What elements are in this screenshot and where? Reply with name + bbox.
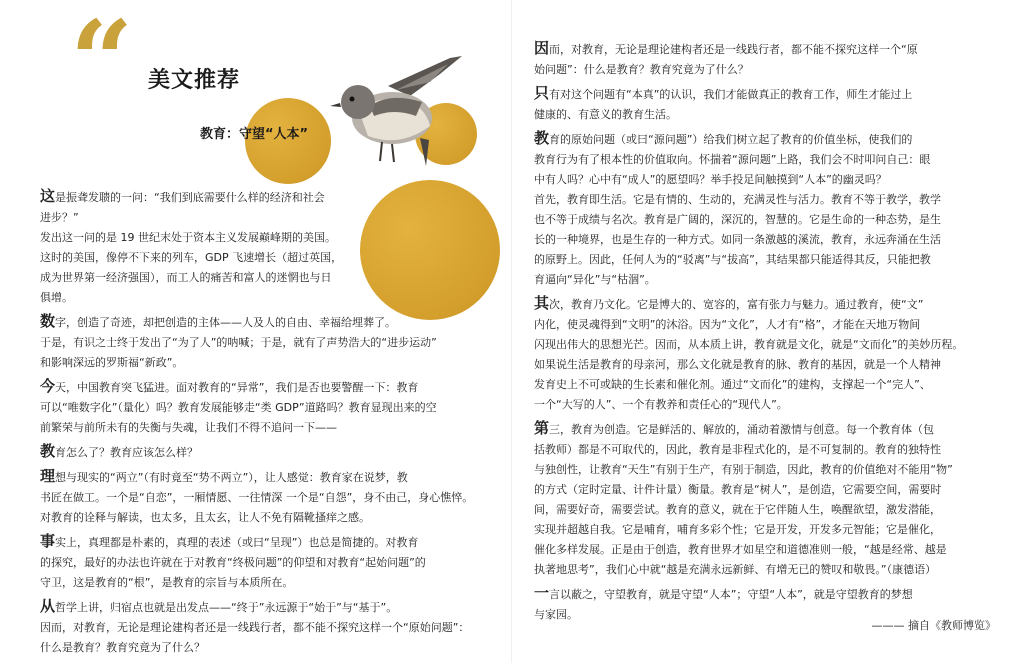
paragraph-text: 字，创造了奇迹，却把创造的主体——人及人的自由、幸福给埋葬了。 于是，有识之士终于发出了“为了人”的呐喊；于是，就有了声势浩大的“进步运动” 和影响深远的罗斯福“新政”。 xyxy=(40,316,437,369)
paragraph-text: 哲学上讲，归宿点也就是出发点——“终于”永远源于“始于”与“基于”。 因而，对教育，无论是理论建构者还是一线践行者，都不能不探究这样一个“原始问题”： 什么是教育？教育究竟为了什么？ xyxy=(40,601,470,654)
drop-cap: 教 xyxy=(40,442,56,460)
left-text-column xyxy=(40,186,502,658)
page-title: 美文推荐 xyxy=(148,68,241,93)
paragraph xyxy=(534,83,1004,125)
paragraph-text: 有对这个问题有“本真”的认识，我们才能做真正的教育工作，师生才能过上 健康的、有意义的教育生活。 xyxy=(534,88,913,121)
drop-cap: 其 xyxy=(534,294,550,312)
drop-cap: 这 xyxy=(40,187,56,205)
paragraph xyxy=(534,38,1004,80)
paragraph xyxy=(40,596,502,658)
right-text-column xyxy=(534,38,1004,625)
drop-cap: 今 xyxy=(40,377,56,395)
paragraph-text: 言以蔽之，守望教育，就是守望“人本”；守望“人本”，就是守望教育的梦想 与家园。 xyxy=(534,588,913,621)
drop-cap: 一 xyxy=(534,584,550,602)
paragraph-text: 三，教育为创造。它是鲜活的、解放的，涌动着激情与创意。每一个教育体（包 括教师）都是不可取代的，因此，教育是非程式化的，是不可复制的。教育的独特性 与独创性，让教育“天生”有别于生产，有别于制造，因此，教育的价值绝对不能用“物” 的方式（定时定量、计件计量）衡量。教育是“树人”，是创造，它需要空间，需要时 间，需要好奇，需要尝试。教育的意义，就在于它伴随人生，唤醒欲望，激发潜能， 实现并超越自我。它是哺育，哺育多彩个性；它是开发，开发多元智能；它是催化， 催化多样发展。正是由于创造，教育世界才如星空和道德准则一般，“越是经常、越是 执著地思考”，我们心中就“越是充满永远新鲜、有增无已的赞叹和敬畏。”（康德语） xyxy=(534,423,953,576)
quote-mark-icon: “ xyxy=(70,0,120,125)
paragraph-text: 育的原始问题（或曰“源问题”）给我们树立起了教育的价值坐标，使我们的 教育行为有了根本性的价值取向。怀揣着“源问题”上路，我们会不时叩问自己：眼 中有人吗？心中有“成人”的愿望吗？举手投足间触摸到“人本”的幽灵吗？ 首先，教育即生活。它是有情的、生动的，充满灵性与活力。教育不等于教学，教学 也不等于成绩与名次。教育是广阔的，深沉的，智慧的。它是生命的一种态势，是生 长的一种境界，也是生存的一种方式。如同一条激越的溪流，教育，永远奔涌在生活 的原野上。因此，任何人为的“驳离”与“拔高”，其结果都只能适得其反，只能把教 育逼向“异化”与“枯涸”。 xyxy=(534,133,941,286)
paragraph xyxy=(534,418,1004,580)
paragraph xyxy=(40,186,502,308)
paragraph-text: 天，中国教育突飞猛进。面对教育的“异常”，我们是否也要警醒一下：教育 可以“唯数字化”（量化）吗？教育发展能够走“类 GDP”道路吗？教育显现出来的空 前繁荣与前所未有的失衡与失魂，让我们不得不追问一下—— xyxy=(40,381,437,434)
drop-cap: 事 xyxy=(40,532,56,550)
paragraph xyxy=(534,128,1004,290)
right-page xyxy=(512,0,1024,663)
bird-icon xyxy=(330,56,470,181)
drop-cap: 从 xyxy=(40,597,56,615)
paragraph xyxy=(534,293,1004,415)
drop-cap: 理 xyxy=(40,467,56,485)
paragraph xyxy=(40,531,502,593)
paragraph xyxy=(40,466,502,528)
article-subtitle: 教育：守望“人本” xyxy=(200,127,309,142)
paragraph xyxy=(40,311,502,373)
drop-cap: 教 xyxy=(534,129,550,147)
paragraph-text: 育怎么了？教育应该怎么样？ xyxy=(55,446,199,459)
drop-cap: 第 xyxy=(534,419,550,437)
paragraph-text: 是振聋发聩的一问：“我们到底需要什么样的经济和社会 进步？” 发出这一问的是 19 世纪末处于资本主义发展巅峰期的美国。 这时的美国，像停不下来的列车，GDP 飞速增长（超过英国， 成为世界第一经济强国），而工人的痛苦和富人的迷惘也与日 俱增。 xyxy=(40,191,343,304)
drop-cap: 因 xyxy=(534,39,550,57)
drop-cap: 只 xyxy=(534,84,550,102)
paragraph-text: 次，教育乃文化。它是博大的、宽容的，富有张力与魅力。通过教育，使“文” 内化，使灵魂得到“文明”的沐浴。因为“文化”，人才有“格”，才能在天地万物间 闪现出伟大的思想光芒。因而，从本质上讲，教育就是文化，就是“文而化”的美妙历程。 如果说生活是教育的母亲河，那么文化就是教育的脉、教育的基因，就是一个人精神 发育史上不可或缺的生长素和催化剂。通过“文而化”的建构，支撑起一个“完人”、 一个“大写的人”、一个有教养和责任心的“现代人”。 xyxy=(534,298,964,411)
paragraph-text: 想与现实的“两立”（有时竟至“势不两立”），让人感觉：教育家在说梦，教 书匠在做工。一个是“自恋”，一厢情愿、一往情深 一个是“自怨”，身不由己，身心憔悴。 对教育的诠释与解读，也太多，且太玄，让人不免有隔靴搔痒之感。 xyxy=(40,471,474,524)
drop-cap: 数 xyxy=(40,312,56,330)
paragraph xyxy=(40,376,502,438)
source-citation: ——— 摘自《教师博览》 xyxy=(871,619,996,632)
paragraph-text: 实上，真理都是朴素的，真理的表述（或曰“呈现”）也总是简捷的。对教育 的探究，最好的办法也许就在于对教育“终极问题”的仰望和对教育“起始问题”的 守卫，这是教育的“根”，是教育的宗旨与本质所在。 xyxy=(40,536,426,589)
paragraph xyxy=(40,441,502,463)
paragraph-text: 而，对教育，无论是理论建构者还是一线践行者，都不能不探究这样一个“原 始问题”：什么是教育？教育究竟为了什么？ xyxy=(534,43,918,76)
